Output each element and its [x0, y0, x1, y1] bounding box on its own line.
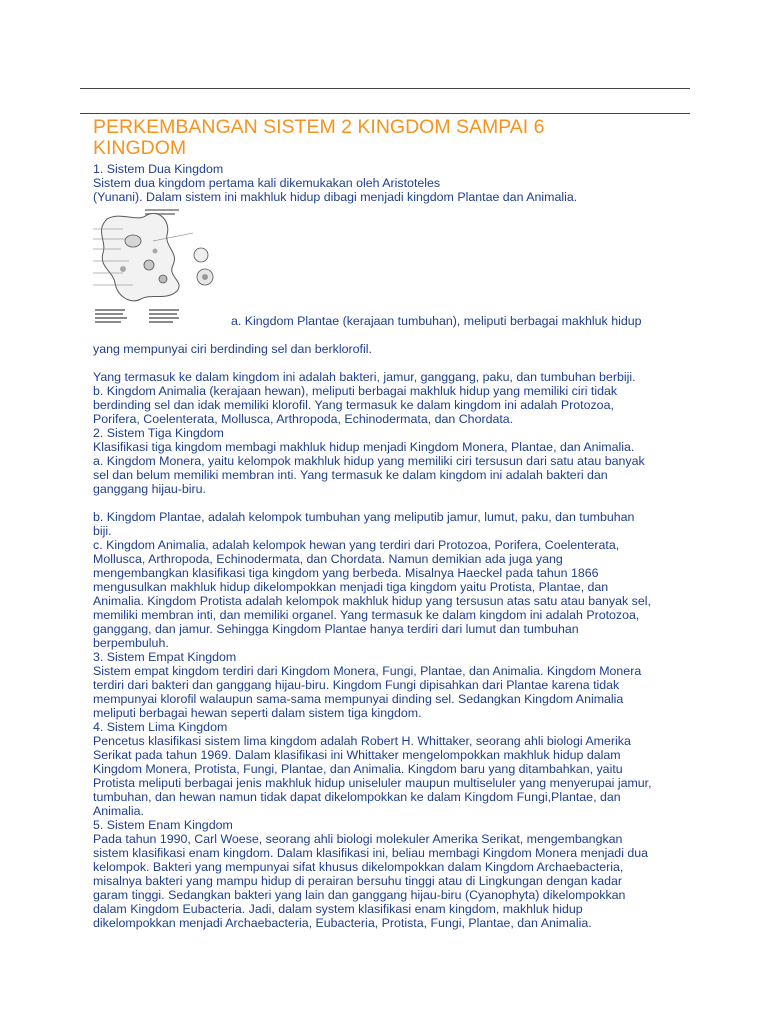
title-line: PERKEMBANGAN SISTEM 2 KINGDOM SAMPAI 6	[93, 116, 545, 138]
text-line: (Yunani). Dalam sistem ini makhluk hidup dibagi menjadi kingdom Plantae dan Animalia.	[93, 190, 578, 204]
blank-line	[93, 496, 683, 510]
text-line: mengembangkan klasifikasi tiga kingdom yang berbeda. Misalnya Haeckel pada tahun 1866	[93, 566, 599, 580]
figure-caption: a. Kingdom Plantae (kerajaan tumbuhan), meliputi berbagai makhluk hidup	[231, 314, 642, 328]
text-line: memiliki membran inti, dan memiliki organel. Yang termasuk ke dalam kingdom ini adalah Protozoa,	[93, 608, 640, 622]
text-line: misalnya bakteri yang mampu hidup di perairan bersuhu tinggi atau di Lingkungan dengan kadar	[93, 874, 623, 888]
text-line: Klasifikasi tiga kingdom membagi makhluk hidup menjadi Kingdom Monera, Plantae, dan Animalia.	[93, 440, 635, 454]
header-rule-top	[80, 88, 690, 89]
text-line: dalam Kingdom Eubacteria. Jadi, dalam system klasifikasi enam kingdom, makhluk hidup	[93, 902, 583, 916]
text-line: Serikat pada tahun 1969. Dalam klasifikasi ini Whittaker mengelompokkan makhluk hidup dalam	[93, 748, 621, 762]
figure-row	[93, 204, 683, 342]
document-title	[93, 117, 683, 159]
text-line: 2. Sistem Tiga Kingdom	[93, 426, 224, 440]
text-line: garam tinggi. Sedangkan bakteri yang lain dan ganggang hijau-biru (Cyanophyta) dikelompokkan	[93, 888, 626, 902]
text-line: 3. Sistem Empat Kingdom	[93, 650, 237, 664]
title-line: KINGDOM	[93, 137, 187, 159]
blank-line	[93, 356, 683, 370]
text-line: Animalia. Kingdom Protista adalah kelompok makhluk hidup yang tersusun atas satu atau banyak sel,	[93, 594, 651, 608]
text-line: sel dan belum memiliki membran inti. Yang termasuk ke dalam kingdom ini adalah bakteri dan	[93, 468, 608, 482]
text-line: terdiri dari bakteri dan ganggang hijau-biru. Kingdom Fungi dipisahkan dari Plantae karena tidak	[93, 678, 620, 692]
text-line: Pada tahun 1990, Carl Woese, seorang ahli biologi molekuler Amerika Serikat, mengembangkan	[93, 832, 623, 846]
text-line: b. Kingdom Plantae, adalah kelompok tumbuhan yang meliputib jamur, lumut, paku, dan tumbuhan	[93, 510, 635, 524]
text-line: Sistem dua kingdom pertama kali dikemukakan oleh Aristoteles	[93, 176, 441, 190]
header-rule-bottom	[80, 113, 690, 114]
text-line: Pencetus klasifikasi sistem lima kingdom adalah Robert H. Whittaker, seorang ahli biologi Amerika	[93, 734, 631, 748]
text-line: mengusulkan makhluk hidup dikelompokkan menjadi tiga kingdom yaitu Protista, Plantae, dan	[93, 580, 609, 594]
text-line: ganggang hijau-biru.	[93, 482, 206, 496]
text-line: Protista meliputi berbagai jenis makhluk hidup uniseluler maupun multiseluler yang menyerupai jamur,	[93, 776, 652, 790]
text-line: Mollusca, Arthropoda, Echinodermata, dan Chordata. Namun demikian ada juga yang	[93, 552, 563, 566]
text-line: yang mempunyai ciri berdinding sel dan berklorofil.	[93, 342, 372, 356]
document-body	[93, 117, 683, 930]
text-line: 4. Sistem Lima Kingdom	[93, 720, 228, 734]
text-line: c. Kingdom Animalia, adalah kelompok hewan yang terdiri dari Protozoa, Porifera, Coelenterata,	[93, 538, 620, 552]
text-line: Kingdom Monera, Protista, Fungi, Plantae, dan Animalia. Kingdom baru yang ditambahkan, yaitu	[93, 762, 623, 776]
text-line: berpembuluh.	[93, 636, 169, 650]
intro-paragraph	[93, 162, 683, 204]
text-line: 1. Sistem Dua Kingdom	[93, 162, 224, 176]
cell-diagram-image	[93, 207, 229, 327]
text-line: ganggang, dan jamur. Sehingga Kingdom Plantae hanya terdiri dari lumut dan tumbuhan	[93, 622, 579, 636]
text-line: Yang termasuk ke dalam kingdom ini adalah bakteri, jamur, ganggang, paku, dan tumbuhan berbiji.	[93, 370, 636, 384]
text-line: Sistem empat kingdom terdiri dari Kingdom Monera, Fungi, Plantae, dan Animalia. Kingdom Monera	[93, 664, 642, 678]
text-line: b. Kingdom Animalia (kerajaan hewan), meliputi berbagai makhluk hidup yang memiliki ciri tidak	[93, 384, 618, 398]
text-line: a. Kingdom Monera, yaitu kelompok makhluk hidup yang memiliki ciri tersusun dari satu atau banyak	[93, 454, 645, 468]
text-line: meliputi berbagai hewan seperti dalam sistem tiga kingdom.	[93, 706, 422, 720]
main-paragraphs	[93, 342, 683, 930]
text-line: kelompok. Bakteri yang mempunyai sifat khusus dikelompokkan dalam Kingdom Archaebacteria,	[93, 860, 624, 874]
text-line: dikelompokkan menjadi Archaebacteria, Eubacteria, Protista, Fungi, Plantae, dan Animalia.	[93, 916, 592, 930]
text-line: 5. Sistem Enam Kingdom	[93, 818, 233, 832]
text-line: mempunyai klorofil walaupun sama-sama mempunyai dinding sel. Sedangkan Kingdom Animalia	[93, 692, 624, 706]
text-line: Porifera, Coelenterata, Mollusca, Arthropoda, Echinodermata, dan Chordata.	[93, 412, 514, 426]
text-line: Animalia.	[93, 804, 144, 818]
text-line: sistem klasifikasi enam kingdom. Dalam klasifikasi ini, beliau membagi Kingdom Monera menjadi dua	[93, 846, 649, 860]
text-line: tumbuhan, dan hewan namun tidak dapat dikelompokkan ke dalam Kingdom Fungi,Plantae, dan	[93, 790, 621, 804]
text-line: berdinding sel dan idak memiliki klorofil. Yang termasuk ke dalam kingdom ini adalah Protozoa,	[93, 398, 614, 412]
text-line: biji.	[93, 524, 112, 538]
